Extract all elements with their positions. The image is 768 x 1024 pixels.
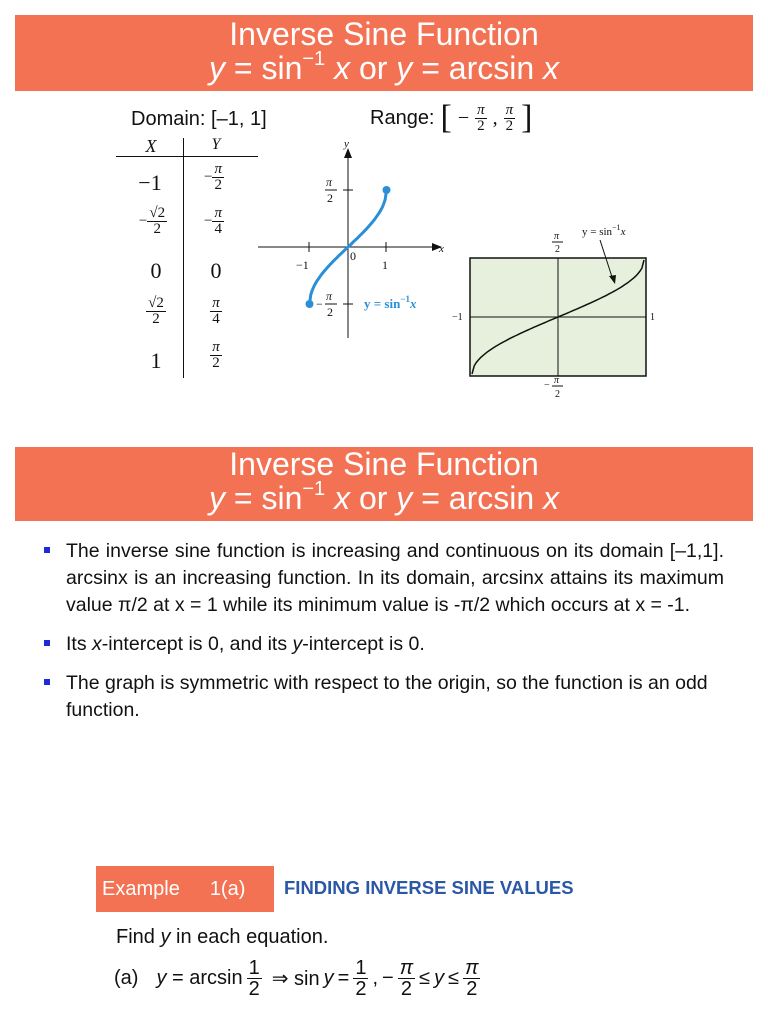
table-cell-x: − $\frac{√2}{2}$ [138,205,166,237]
bullet-list [44,538,724,736]
slide-title: Inverse Sine Function [229,446,539,482]
arcsin-graph [256,138,456,348]
list-item: The inverse sine function is increasing and continuous on its domain [–1,1]. arcsinx is an increasing function. In its domain, arcsinx attains its maximum value π/2 at x = 1 while its minimum value is -π/2 which occurs at x = -1. [44,538,724,619]
tick-label: −1 [296,258,309,272]
list-item: The graph is symmetric with respect to the origin, so the function is an odd function. [44,670,724,724]
curve-label: $y = \sin^{-1}x$ [364,294,417,311]
slide-title-banner-2 [15,447,753,521]
tick-label: − [544,380,550,391]
equation-a: (a) y = arcsin $\frac{1}{2}$ ⇒ sin y = $\frac{1}{2}$ , − $\frac{\pi}{2}$ ≤ y ≤ $\frac{\pi}{2}$ [114,957,479,1000]
range-label: Range: [ − $\frac{\pi}{2}$ , $\frac{\pi}{2}$ ] [370,99,533,136]
domain-label: Domain: [–1, 1] [131,108,267,130]
tick-label: π [326,175,333,189]
tick-label: 2 [327,191,333,205]
tick-label: 2 [555,244,560,255]
table-header-x: X [145,136,157,156]
example-badge: Example 1(a) [96,866,274,912]
arcsin-calculator-graph [448,222,655,402]
table-cell-y: 0 [210,258,222,283]
tick-label: π [326,289,333,303]
tick-label: − [316,297,323,311]
curve-endpoint [383,186,391,194]
tick-label: 1 [382,258,388,272]
tick-label: −1 [452,312,463,323]
tick-label: 2 [327,305,333,319]
table-cell-y: $\frac{\pi}{4}$ [212,295,220,327]
tick-label: 0 [350,249,356,263]
curve-endpoint [306,300,314,308]
example-title: FINDING INVERSE SINE VALUES [284,877,574,898]
table-cell-x: −1 [138,170,162,195]
instruction-text: Find y in each equation. [116,926,329,948]
table-cell-y: − $\frac{\pi}{2}$ [204,161,222,193]
tick-label: 1 [650,312,655,323]
slide-subtitle: $y = \sin^{-1} x$ or y = arcsin x [208,478,560,516]
graph-label: $y = \sin^{-1}x$ [582,223,626,238]
tick-label: 2 [555,389,560,400]
table-cell-x: 1 [150,348,162,373]
slide-subtitle: $y = \sin^{-1} x$ or y = arcsin x [208,48,560,86]
axis-label-y: y [344,138,349,150]
table-cell-x: $\frac{√2}{2}$ [148,295,164,327]
slide-title: Inverse Sine Function [229,16,539,52]
table-cell-y: − $\frac{\pi}{4}$ [204,205,222,237]
slide-title-banner-1 [15,15,753,91]
table-cell-y: $\frac{\pi}{2}$ [212,339,220,371]
axis-label-x: x [439,243,444,255]
tick-label: π [554,231,560,242]
table-cell-x: 0 [150,258,162,283]
tick-label: π [554,375,560,386]
table-header-y: Y [211,136,221,153]
list-item: Its x-intercept is 0, and its y-intercept is 0. [44,631,724,658]
